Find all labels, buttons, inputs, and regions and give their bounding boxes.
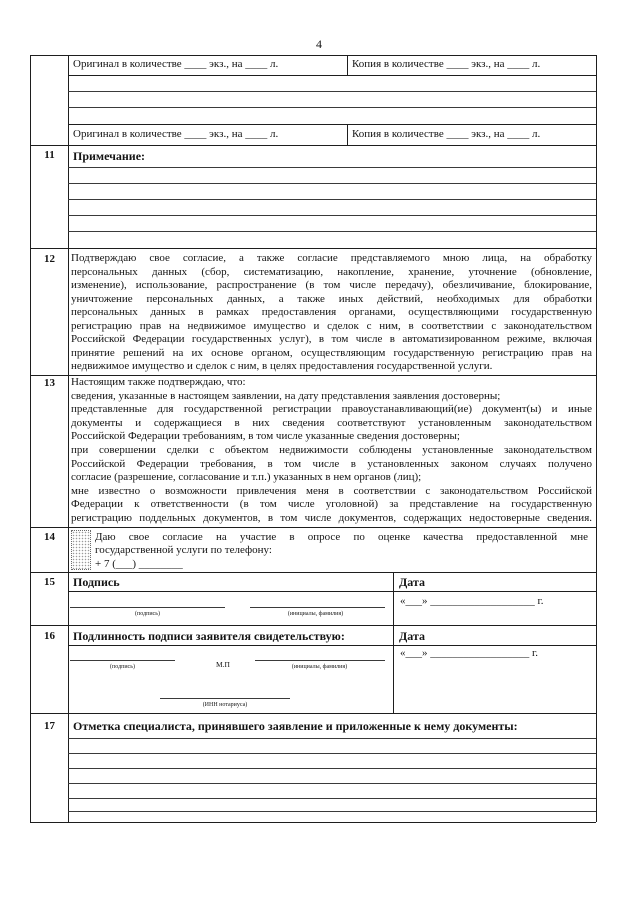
copy-copies-field[interactable]: Копия в количестве ____ экз., на ____ л. <box>352 128 541 140</box>
seal-label: М.П <box>216 660 230 669</box>
specialist-mark-line[interactable] <box>68 798 596 799</box>
date-label: Дата <box>399 629 425 643</box>
consent-text-line: принятие решений на их основе органом, осуществляющим государственную регистрацию прав на <box>71 346 592 359</box>
note-label: Примечание: <box>73 149 146 163</box>
confirmation-text-line: Российской Федерации требования, в том числе в установленных законом случаях получено <box>71 457 592 470</box>
confirmation-text-line: документы и содержащиеся в них сведения соответствуют установленным законодательством <box>71 416 592 429</box>
note-line[interactable] <box>68 167 596 168</box>
notary-certification-label: Подлинность подписи заявителя свидетельствую: <box>73 629 345 643</box>
copies-column-divider <box>347 55 348 75</box>
specialist-mark-line[interactable] <box>68 768 596 769</box>
section-number-13: 13 <box>44 377 55 389</box>
row-divider <box>30 625 596 626</box>
blank-line[interactable] <box>68 107 596 108</box>
consent-text-line: регистрацию прав на недвижимое имущество и сделок с ним, в соответствии с законодательством <box>71 319 592 332</box>
confirmation-text-line: Российской Федерации требованиям, в том числе указанные сведения достоверны; <box>71 430 460 443</box>
specialist-mark-line[interactable] <box>68 753 596 754</box>
signature-line[interactable] <box>70 607 225 608</box>
date-label: Дата <box>399 575 425 589</box>
original-copies-field[interactable]: Оригинал в количестве ____ экз., на ____ л. <box>73 58 279 70</box>
header-underline <box>68 591 596 592</box>
consent-text-line: Российской Федерации государственных услуг), в том числе в автоматизированном режиме, включая <box>71 333 592 345</box>
copies-column-divider <box>347 124 348 145</box>
note-line[interactable] <box>68 199 596 200</box>
page-number: 4 <box>316 37 322 51</box>
name-line[interactable] <box>250 607 385 608</box>
date-field[interactable]: «___» __________________ г. <box>400 647 539 659</box>
section-number-15: 15 <box>44 576 55 588</box>
signature-caption: (подпись) <box>135 610 160 617</box>
specialist-mark-line[interactable] <box>68 783 596 784</box>
consent-text-line: персональных данных в рамках предоставления органами, осуществляющими государственную <box>71 306 592 318</box>
confirmation-text-line: согласие (разрешение, согласование и т.п.) указанных в нем органов (лиц); <box>71 471 422 484</box>
table-border-top <box>30 55 596 56</box>
copies-row-line <box>68 124 596 125</box>
row-divider <box>30 527 596 528</box>
consent-text-line: уничтожение персональных данных, а также иных действий, необходимых для обработки <box>71 292 592 305</box>
signature-caption: (подпись) <box>110 663 135 670</box>
note-line[interactable] <box>68 183 596 184</box>
confirmation-text-line: Настоящим также подтверждаю, что: <box>71 376 246 388</box>
original-copies-field[interactable]: Оригинал в количестве ____ экз., на ____ л. <box>73 128 279 140</box>
section-number-16: 16 <box>44 630 55 642</box>
table-border-bottom <box>30 822 596 823</box>
survey-consent-text-line: Даю свое согласие на участие в опросе по оценке качества предоставленной мне <box>95 530 588 543</box>
consent-text-line: персональных данных (сбор, систематизацию, накопление, хранение, уточнение (обновление, <box>71 265 592 278</box>
section-number-17: 17 <box>44 720 55 732</box>
notary-inn-line[interactable] <box>160 698 290 699</box>
survey-consent-checkbox[interactable] <box>71 530 91 570</box>
section-number-12: 12 <box>44 253 55 265</box>
confirmation-text-line: представленные для государственной регистрации правоустанавливающий(ие) документ(ы) и иные <box>71 403 592 416</box>
notary-inn-caption: (ИНН нотариуса) <box>202 701 248 708</box>
signature-label: Подпись <box>73 575 120 589</box>
date-field[interactable]: «___» ___________________ г. <box>400 594 544 607</box>
confirmation-text-line: при совершении сделки с объектом недвижимости соблюдены установленные законодательством <box>71 444 592 456</box>
consent-text-line: недвижимое имущество и сделок с ним, в целях предоставления государственной услуги. <box>71 360 493 372</box>
survey-consent-text-line: государственной услуги по телефону: <box>95 544 272 556</box>
section-number-11: 11 <box>44 149 55 161</box>
notary-signature-line[interactable] <box>70 660 175 661</box>
row-divider <box>30 145 596 146</box>
copy-copies-field[interactable]: Копия в количестве ____ экз., на ____ л. <box>352 58 541 70</box>
survey-phone-field[interactable]: + 7 (___) ________ <box>95 557 183 570</box>
note-line[interactable] <box>68 231 596 232</box>
specialist-mark-label: Отметка специалиста, принявшего заявление и приложенные к нему документы: <box>73 719 518 733</box>
confirmation-text-line: сведения, указанные в настоящем заявлении, на дату представления заявления достоверны; <box>71 389 501 402</box>
consent-text-line: изменение), использование, распространение (в том числе передачу), обезличивание, блокирование, <box>71 279 592 291</box>
specialist-mark-line[interactable] <box>68 738 596 739</box>
confirmation-text-line: мне известно о возможности привлечения меня в соответствии с законодательством Российской <box>71 484 592 497</box>
row-divider <box>30 248 596 249</box>
number-column-divider <box>68 55 69 822</box>
notary-name-line[interactable] <box>255 660 385 661</box>
signature-date-divider <box>393 572 394 713</box>
table-border-right <box>596 55 597 822</box>
row-divider <box>30 713 596 714</box>
table-border-left <box>30 55 31 822</box>
section-number-14: 14 <box>44 531 55 543</box>
name-caption: (инициалы, фамилия) <box>291 663 348 670</box>
note-line[interactable] <box>68 215 596 216</box>
specialist-mark-line[interactable] <box>68 811 596 812</box>
blank-line[interactable] <box>68 91 596 92</box>
copies-row-line <box>68 75 596 76</box>
confirmation-text-line: регистрацию поддельных документов, в том числе документов, содержащих недостоверные сведения. <box>71 512 592 524</box>
consent-text-line: Подтверждаю свое согласие, а также согласие представляемого мною лица, на обработку <box>71 252 592 264</box>
row-divider <box>30 572 596 573</box>
header-underline <box>68 645 596 646</box>
name-caption: (инициалы, фамилия) <box>287 610 344 617</box>
confirmation-text-line: Федерации к ответственности (в том числе уголовной) за представление на государственную <box>71 498 592 511</box>
